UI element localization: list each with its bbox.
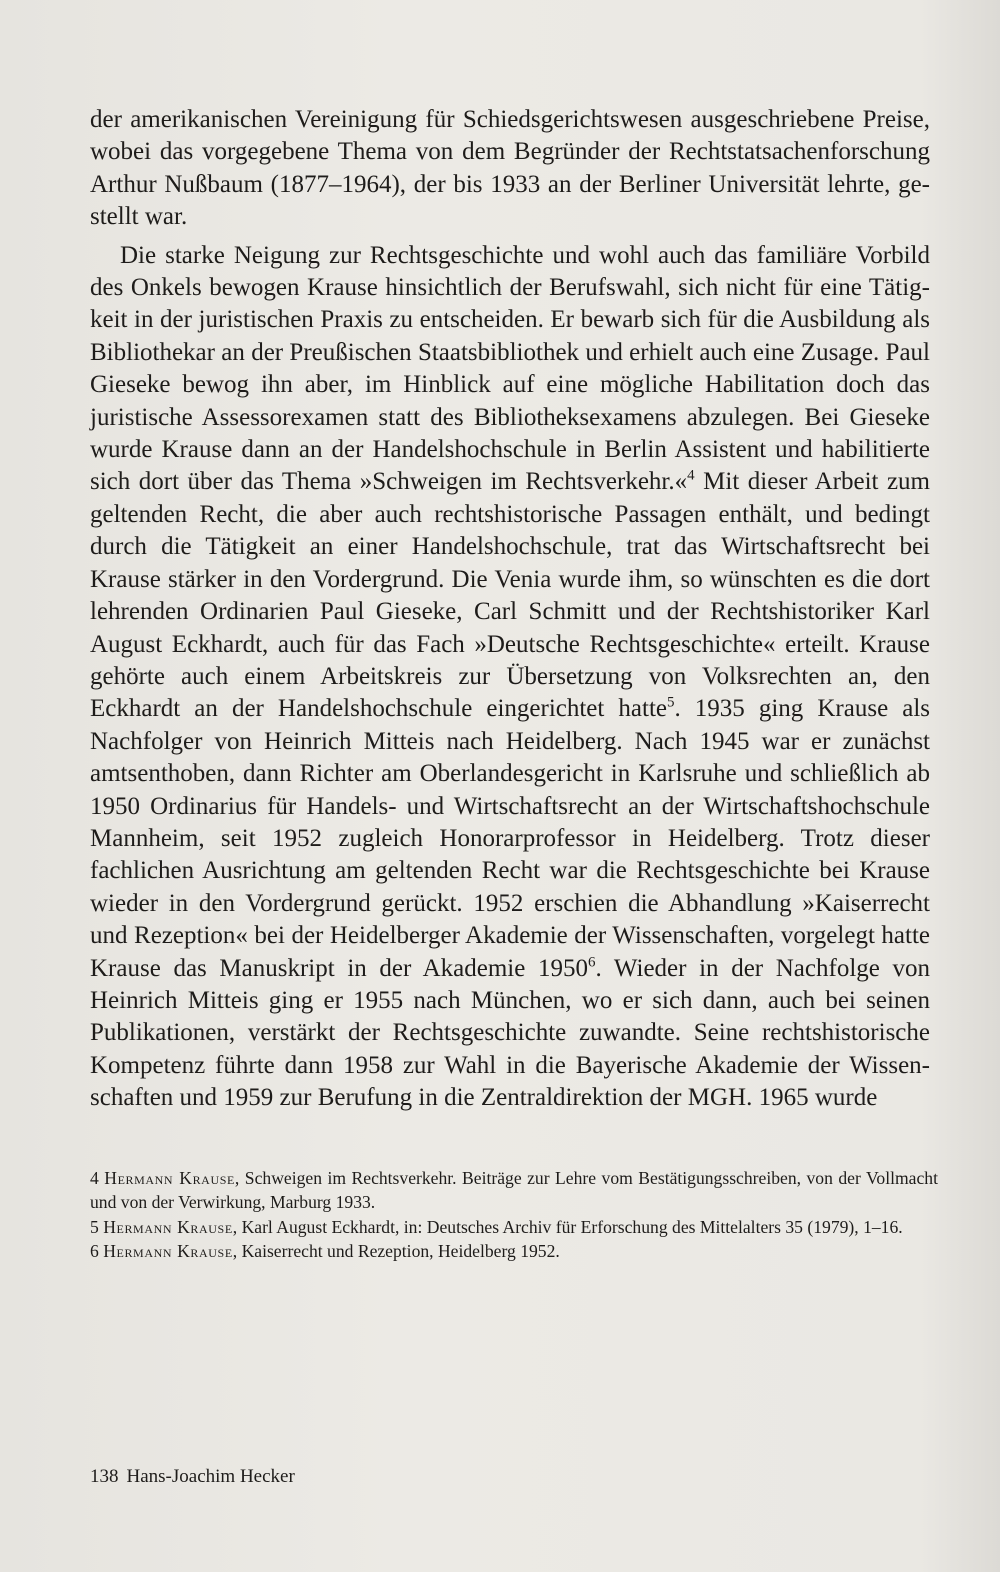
footnote [90,1239,938,1263]
footnote-number: 4 [90,1168,99,1188]
footnote [90,1166,938,1215]
footnote-reference: 5 [667,694,675,711]
footnote-number: 5 [90,1216,99,1237]
footnote-number: 6 [90,1241,99,1262]
text-segment: Mit dieser Arbeit zum geltenden Recht, die aber auch rechtshistorische Passagen enthält, und bedingt durch die Tätigkeit an einer Handelshochschule, trat das Wirtschaftsrecht bei Krause stärker in den Vordergrund. Die Venia wurde ihm, so wünschten es die dort lehrenden Ordinarien Paul Gieseke, Carl Schmitt und der Rechtshistoriker Karl August Eckhardt, auch für das Fach »Deutsche Rechtsgeschichte« erteilt. Krause gehörte auch einem Arbeitskreis zur Übersetzung von Volksrechten an, den Eckhardt an der Handelshochschule eingerichtet hatte [90,468,931,723]
footnote-author: Hermann Krause [103,1216,233,1237]
footnote-text: , Kaiserrecht und Rezeption, Heidelberg 1952. [232,1241,560,1262]
footnote-author: Hermann Krause [104,1168,235,1188]
footnote-text: , Karl August Eckhardt, in: Deutsches Archiv für Erforschung des Mittelalters 35 (1979), 1–16. [232,1216,903,1237]
text-segment: der amerikanischen Vereinigung für Schiedsgerichtswesen ausgeschriebene Preise, wobei das vorgegebene Thema von dem Begründer der Rechtstatsachenforschung Arthur Nußbaum (1877–1964), der bis 1933 an der Berliner Universität lehrte, gestellt war. [90,106,930,231]
body-paragraph [90,104,930,234]
body-paragraph [90,240,930,1115]
text-segment: Die starke Neigung zur Rechtsgeschichte und wohl auch das familiäre Vorbild des Onkels bewogen Krause hinsichtlich der Berufswahl, sich nicht für eine Tätigkeit in der juristischen Praxis zu entscheiden. Er bewarb sich für die Ausbildung als Bibliothekar an der Preußischen Staatsbibliothek und erhielt auch eine Zusage. Paul Gieseke bewog ihn aber, im Hinblick auf eine mögliche Habilitation doch das juristische Assessorexamen statt des Bibliotheksexamens abzulegen. Bei Gieseke wurde Krause dann an der Handelshochschule in Berlin Assistent und habilitierte sich dort über das Thema »Schweigen im Rechtsverkehr.« [90,241,930,496]
page-number: 138 [90,1466,119,1487]
running-footer [90,1466,295,1488]
footnote [90,1215,938,1239]
text-segment: . Wieder in der Nachfolge von Heinrich Mitteis ging er 1955 nach München, wo er sich dann, auch bei seinen Publikationen, verstärkt der Rechtsgeschichte zuwandte. Seine rechtshistorische Kompetenz führte dann 1958 zur Wahl in die Bayerische Akademie der Wissenschaften und 1959 zur Berufung in die Zentraldirektion der MGH. 1965 wurde [90,954,931,1112]
footnotes [90,1166,938,1264]
footer-author: Hans-Joachim Hecker [126,1466,295,1487]
text-segment: . 1935 ging Krause als Nachfolger von Heinrich Mitteis nach Heidelberg. Nach 1945 war er zunächst amtsenthoben, dann Richter am Oberlandesgericht in Karlsruhe und schließlich ab 1950 Ordinarius für Handels- und Wirtschaftsrecht an der Wirtschaftshochschule Mannheim, seit 1952 zugleich Honorarprofessor in Heidelberg. Trotz dieser fachlichen Ausrichtung am geltenden Recht war die Rechtsgeschichte bei Krause wieder in den Vordergrund gerückt. 1952 erschien die Abhandlung »Kaiserrecht und Rezeption« bei der Heidelberger Akademie der Wissenschaften, vorgelegt hatte Krause das Manuskript in der Akademie 1950 [90,695,930,982]
main-text [90,104,930,1115]
footnote-reference: 4 [687,468,695,485]
footnote-author: Hermann Krause [103,1241,233,1262]
footnote-text: , Schweigen im Rechtsverkehr. Beiträge zur Lehre vom Bestätigungsschreiben, von der Vollmacht und von der Verwirkung, Marburg 1933. [90,1168,938,1213]
footnote-reference: 6 [587,954,596,971]
